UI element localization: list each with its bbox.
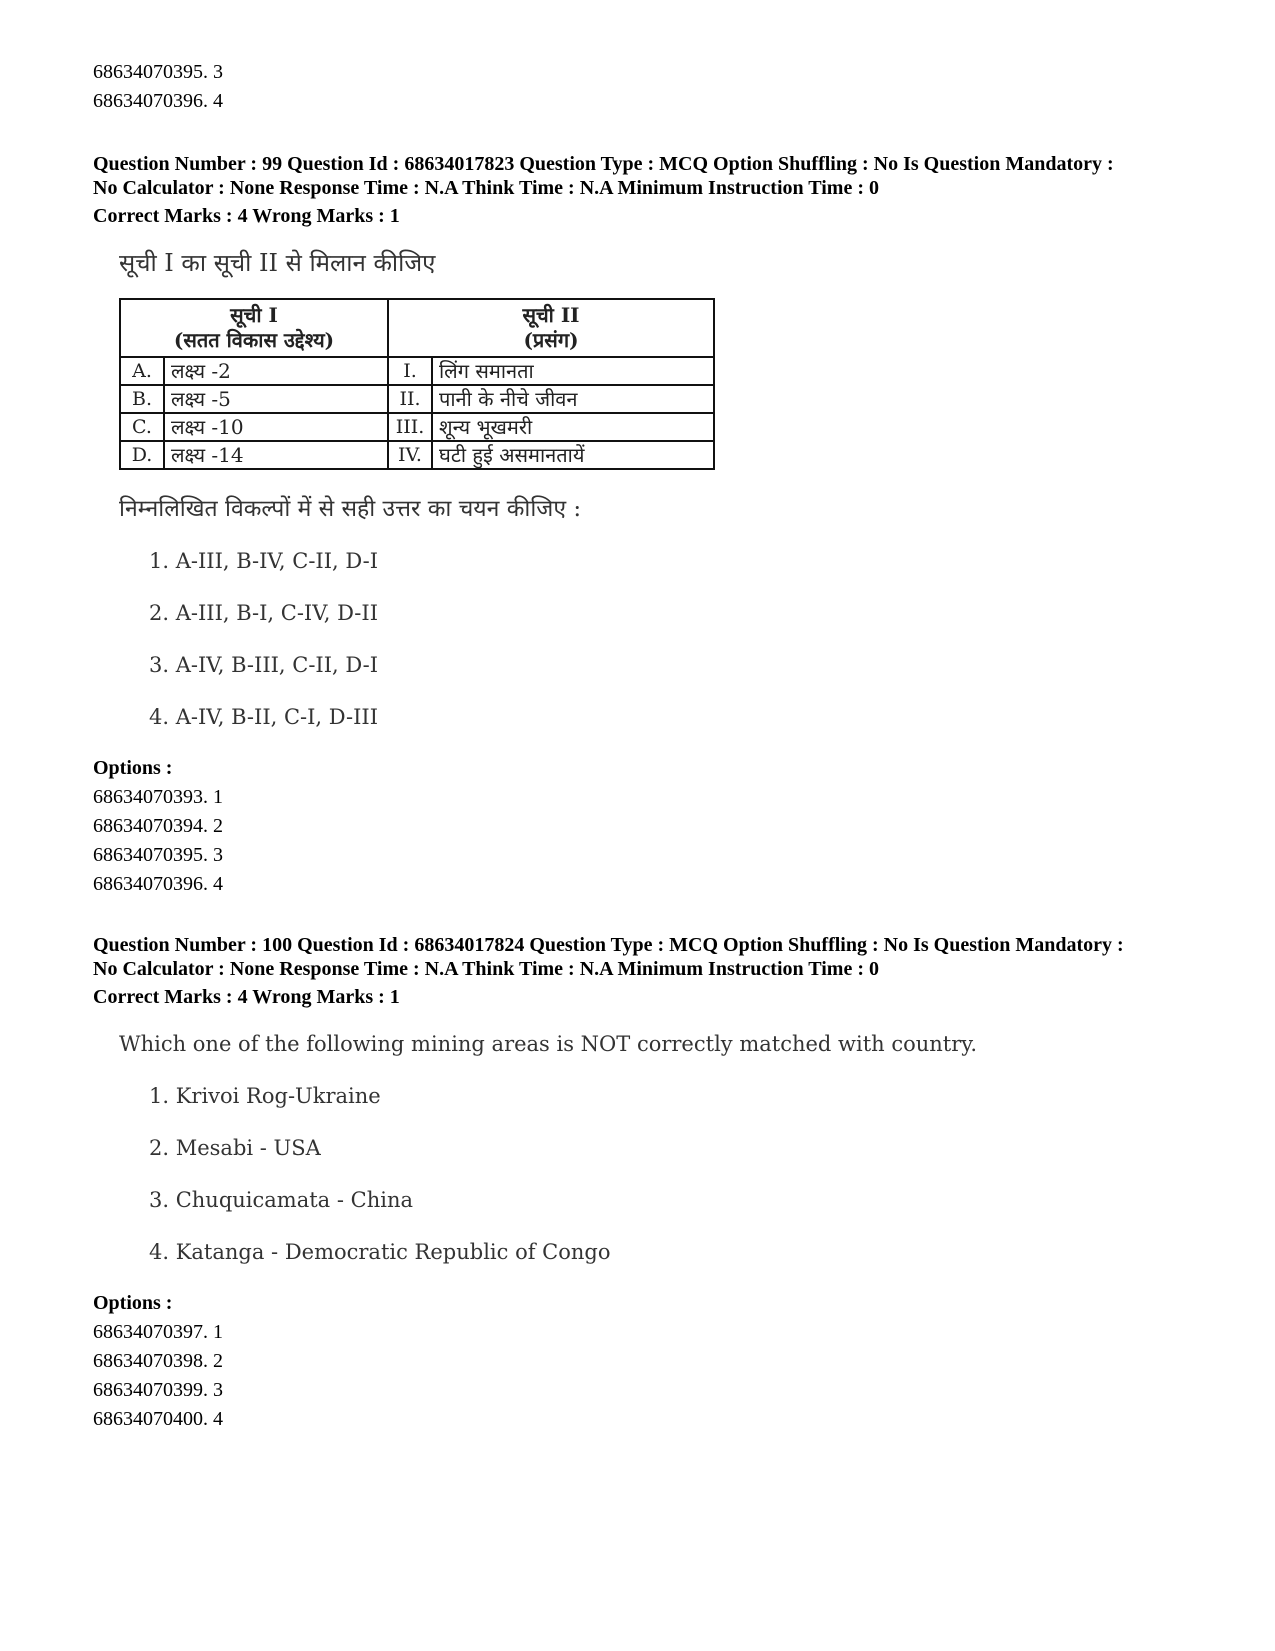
table-row (120, 385, 714, 413)
choice-list (119, 546, 1223, 732)
choice-item: 4. A-IV, B-II, C-I, D-III (149, 705, 378, 729)
list1-value: लक्ष्य -10 (164, 413, 388, 441)
options-label: Options : (93, 757, 173, 779)
choice-list (119, 1081, 1223, 1267)
list2-key: IV. (388, 441, 432, 469)
list2-key: I. (388, 357, 432, 385)
top-options-list (93, 58, 1223, 116)
table-header-row (120, 299, 714, 357)
table-row (120, 441, 714, 469)
list2-key: II. (388, 385, 432, 413)
option-line: 68634070398. 2 (93, 1350, 223, 1372)
option-line: 68634070397. 1 (93, 1321, 223, 1343)
list2-value: शून्य भूखमरी (432, 413, 714, 441)
list1-value: लक्ष्य -2 (164, 357, 388, 385)
choice-item: 2. Mesabi - USA (149, 1136, 321, 1160)
choice-item: 3. Chuquicamata - China (149, 1188, 413, 1212)
option-line: 68634070395. 3 (93, 61, 223, 83)
options-block (93, 754, 1223, 899)
list1-subtitle: (सतत विकास उद्देश्य) (173, 328, 335, 352)
options-label: Options : (93, 1292, 173, 1314)
list1-title: सूची I (230, 303, 278, 327)
list1-value: लक्ष्य -14 (164, 441, 388, 469)
option-line: 68634070399. 3 (93, 1379, 223, 1401)
list2-value: पानी के नीचे जीवन (432, 385, 714, 413)
list1-key: A. (120, 357, 164, 385)
options-block (93, 1289, 1223, 1434)
question-header-line2: No Calculator : None Response Time : N.A Think Time : N.A Minimum Instruction Time : 0 (93, 958, 879, 980)
option-line: 68634070400. 4 (93, 1408, 223, 1430)
option-line: 68634070393. 1 (93, 786, 223, 808)
table-row (120, 413, 714, 441)
list2-value: घटी हुई असमानतायें (432, 441, 714, 469)
question-99 (93, 152, 1223, 899)
question-100 (93, 933, 1223, 1434)
list2-header (388, 299, 714, 357)
question-instruction: निम्नलिखित विकल्पों में से सही उत्तर का चयन कीजिए : (119, 496, 582, 522)
list1-header (120, 299, 388, 357)
option-line: 68634070394. 2 (93, 815, 223, 837)
list2-key: III. (388, 413, 432, 441)
list2-title: सूची II (522, 303, 580, 327)
question-marks: Correct Marks : 4 Wrong Marks : 1 (93, 986, 400, 1008)
list1-key: D. (120, 441, 164, 469)
question-body (119, 248, 1223, 732)
list2-subtitle: (प्रसंग) (523, 328, 579, 352)
choice-item: 2. A-III, B-I, C-IV, D-II (149, 601, 378, 625)
option-line: 68634070396. 4 (93, 873, 223, 895)
question-header-line1: Question Number : 100 Question Id : 68634017824 Question Type : MCQ Option Shuffling : No Is Question Mandatory : (93, 934, 1124, 956)
list1-key: B. (120, 385, 164, 413)
question-body (119, 1029, 1223, 1267)
option-line: 68634070396. 4 (93, 90, 223, 112)
list1-key: C. (120, 413, 164, 441)
list1-value: लक्ष्य -5 (164, 385, 388, 413)
choice-item: 1. A-III, B-IV, C-II, D-I (149, 549, 378, 573)
choice-item: 3. A-IV, B-III, C-II, D-I (149, 653, 378, 677)
option-line: 68634070395. 3 (93, 844, 223, 866)
table-row (120, 357, 714, 385)
question-prompt: सूची I का सूची II से मिलान कीजिए (119, 249, 436, 277)
match-table (119, 298, 715, 470)
question-header-line2: No Calculator : None Response Time : N.A Think Time : N.A Minimum Instruction Time : 0 (93, 177, 879, 199)
choice-item: 4. Katanga - Democratic Republic of Congo (149, 1240, 611, 1264)
choice-item: 1. Krivoi Rog-Ukraine (149, 1084, 381, 1108)
question-marks: Correct Marks : 4 Wrong Marks : 1 (93, 205, 400, 227)
list2-value: लिंग समानता (432, 357, 714, 385)
document-page (93, 58, 1223, 1434)
question-header-line1: Question Number : 99 Question Id : 68634017823 Question Type : MCQ Option Shuffling : No Is Question Mandatory : (93, 153, 1114, 175)
question-prompt: Which one of the following mining areas is NOT correctly matched with country. (119, 1032, 978, 1056)
